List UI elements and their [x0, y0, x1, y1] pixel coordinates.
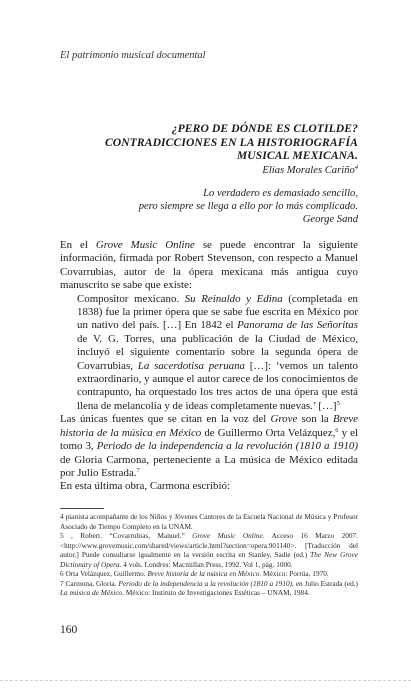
book-title-periodo: Periodo de la independencia a la revolución (1810 a 1910) — [96, 440, 358, 453]
footnote-ref-7[interactable]: 7 — [136, 466, 140, 474]
author-footnote-ref[interactable]: 4 — [354, 164, 358, 171]
block-quote: Compositor mexicano. Su Reinaldo y Edina (completada en 1838) fue la primer ópera que se sabe fue escrita en México por un nativo del país. […] En 1842 el Panorama de las Señoritas de V. G. Torres, una publicación de la Ciudad de México, incluyó el siguiente comentario sobre la segunda ópera de Covarrubias, La sacerdotisa peruana […]: ‘vemos un talento extraordinario, y aunque el autor carece de los conocimientos de contrapunto, ha orquestado los tres actos de una ópera que está llena de melancolía y de ideas completamente nuevas.’ […]$^5$ — [77, 292, 358, 412]
chapter-author — [262, 165, 358, 176]
book-title-breve-historia: Breve historia de la música en México — [60, 413, 358, 439]
footnote-ref-6[interactable]: 6 — [335, 426, 339, 434]
epigraph — [98, 187, 358, 226]
page-number: 160 — [60, 624, 78, 636]
epigraph-line-2: pero siempre se llega a ello por lo más complicado. — [138, 201, 358, 212]
body-text — [60, 239, 358, 494]
footnotes — [60, 512, 358, 598]
title-line-2: CONTRADICCIONES EN LA HISTORIOGRAFÍA — [104, 135, 358, 149]
paragraph-intro: En el Grove Music Online se puede encontrar la siguiente información, firmada por Robert Stevenson, con respecto a Manuel Covarrubias, autor de la ópera mexicana más antigua cuyo manuscrito se sabe que existe: — [60, 239, 359, 292]
footnote-divider — [60, 508, 104, 509]
footnote-4: 4 pianista acompañante de los Niños y Jóvenes Cantores de la Escuela Nacional de Música y Profesor Asociado de Tiempo Completo en la UNAM. — [60, 512, 358, 531]
footnote-6: 6 Orta Velázquez, Guillermo. Breve historia de la música en México. México: Porrúa, 1970. — [60, 569, 329, 579]
grove-music-online-title: Grove Music Online — [95, 239, 195, 251]
opera-title-sacerdotisa: La sacerdotisa peruana — [137, 359, 245, 372]
title-line-1: ¿PERO DE DÓNDE ES CLOTILDE? — [171, 122, 358, 135]
footnote-7: 7 Carmona, Gloria. Periodo de la independencia a la revolución (1810 a 1910), en Julio Estrada (ed.) La música de México. México: Instituto de Investigaciones Estéticas – UNAM, 1984. — [60, 578, 358, 598]
opera-title-reinaldo: Su Reinaldo y Edina — [184, 292, 283, 305]
footnote-ref-5[interactable]: 5 — [336, 399, 340, 407]
chapter-title — [58, 122, 358, 163]
epigraph-attribution: George Sand — [302, 214, 358, 225]
publication-title-panorama: Panorama de las Señoritas — [237, 319, 358, 332]
author-name: Elías Morales Cariño — [262, 165, 355, 176]
footnote-5: 5 , Robert. “Covarrubias, Manuel.” Grove Music Online. Acceso 16 Marzo 2007. <http://www.grovemusic.com/shared/views/article.html?section=opera.901140>. [Traducción del autor.] Puede consultarse igualmente en la versión escrita en Stanley, Sadie (ed.) The New Grove Dictionary of Opera. 4 vols. Londres: Macmillan Press, 1992. Vol 1, pág. 1000. — [60, 531, 359, 569]
page-bottom-edge — [0, 680, 411, 681]
epigraph-line-1: Lo verdadero es demasiado sencillo, — [203, 188, 358, 199]
running-header: El patrimonio musical documental — [60, 50, 206, 61]
paragraph-sources: Las únicas fuentes que se citan en la voz del Grove son la Breve historia de la música en México de Guillermo Orta Velázquez,$^6$ y el tomo 3, Periodo de la independencia a la revolución (1810 a 1910) de Gloria Carmona, perteneciente a La música de México editada por Julio Estrada.$^7$ — [60, 413, 358, 479]
title-line-3: MUSICAL MEXICANA. — [236, 149, 358, 163]
paragraph-carmona: En esta última obra, Carmona escribió: — [60, 480, 230, 493]
